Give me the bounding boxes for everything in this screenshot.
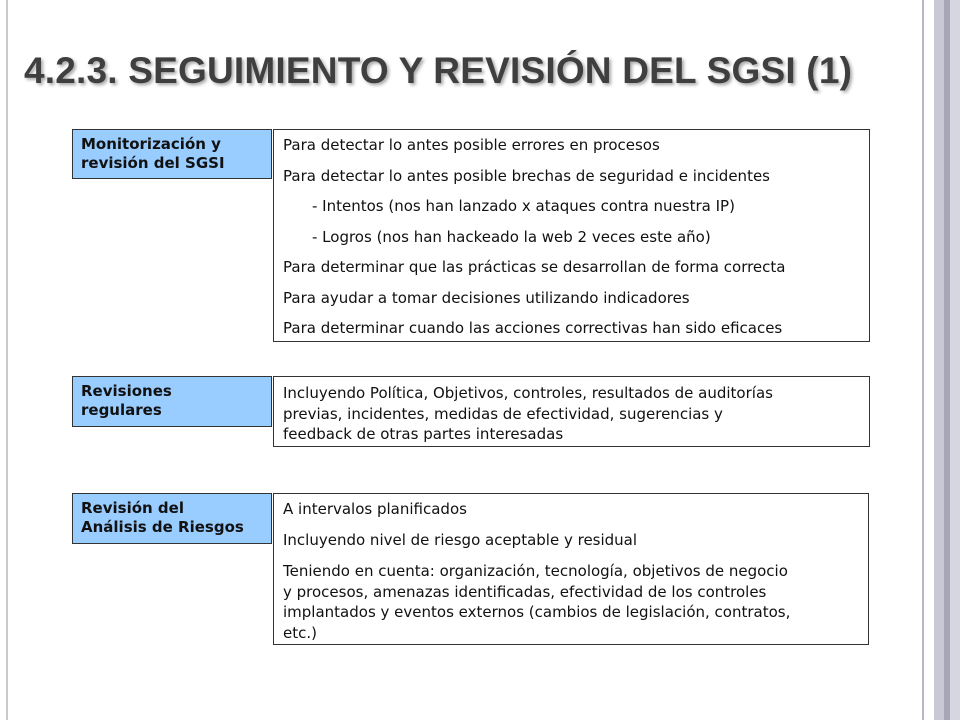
section-label-line: Revisiones: [81, 382, 172, 400]
section-label-line: Monitorización y: [81, 135, 221, 153]
section-content-monitorizacion: [273, 129, 870, 342]
section-label-line: Análisis de Riesgos: [81, 518, 244, 536]
section-label-line: regulares: [81, 401, 162, 419]
section-label-revisiones: [72, 376, 272, 427]
content-line: Para determinar que las prácticas se desarrollan de forma correcta: [283, 258, 786, 276]
content-line: Teniendo en cuenta: organización, tecnología, objetivos de negocio: [283, 562, 788, 580]
content-line: Incluyendo nivel de riesgo aceptable y residual: [283, 530, 638, 549]
content-line: Para determinar cuando las acciones correctivas han sido eficaces: [283, 319, 783, 337]
content-line: previas, incidentes, medidas de efectividad, sugerencias y: [283, 404, 723, 423]
content-line: y procesos, amenazas identificadas, efectividad de los controles: [283, 582, 767, 601]
content-line: etc.): [283, 623, 317, 642]
section-content-revisiones: [273, 376, 870, 447]
slide-title: 4.2.3. SEGUIMIENTO Y REVISIÓN DEL SGSI (1): [24, 50, 853, 91]
content-line: Incluyendo Política, Objetivos, controles, resultados de auditorías: [283, 384, 773, 402]
content-subitem: - Intentos (nos han lanzado x ataques contra nuestra IP): [312, 197, 735, 215]
right-decorative-rail: [920, 0, 960, 720]
content-line: feedback de otras partes interesadas: [283, 425, 564, 443]
section-label-analisis-riesgos: [72, 493, 272, 544]
section-label-line: Revisión del: [81, 499, 184, 517]
section-content-analisis-riesgos: [273, 493, 869, 645]
content-line: Para detectar lo antes posible errores en procesos: [283, 136, 660, 154]
content-subitem: - Logros (nos han hackeado la web 2 veces este año): [312, 227, 711, 246]
content-line: Para ayudar a tomar decisiones utilizando indicadores: [283, 288, 690, 307]
content-line: Para detectar lo antes posible brechas de seguridad e incidentes: [283, 166, 770, 185]
left-border-line: [6, 0, 8, 720]
section-label-line: revisión del SGSI: [81, 154, 225, 172]
content-line: A intervalos planificados: [283, 500, 467, 518]
content-line: implantados y eventos externos (cambios de legislación, contratos,: [283, 603, 791, 621]
section-label-monitorizacion: [72, 129, 272, 179]
